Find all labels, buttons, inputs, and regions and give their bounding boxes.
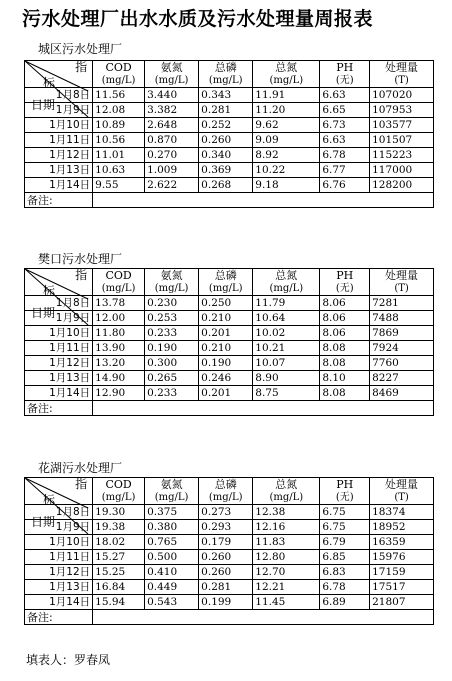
value-cell: 10.89 xyxy=(93,118,145,133)
value-cell: 18.02 xyxy=(93,535,145,550)
date-cell: 1月9日 xyxy=(25,103,93,118)
value-cell: 9.09 xyxy=(253,133,320,148)
value-cell: 0.230 xyxy=(145,296,199,311)
value-cell: 17517 xyxy=(370,580,434,595)
value-cell: 115223 xyxy=(370,148,434,163)
table-row xyxy=(25,163,434,178)
value-cell: 0.190 xyxy=(145,341,199,356)
value-cell: 107953 xyxy=(370,103,434,118)
value-cell: 6.76 xyxy=(320,178,370,193)
column-unit: (mg/L) xyxy=(269,492,304,503)
value-cell: 0.293 xyxy=(199,520,253,535)
value-cell: 0.870 xyxy=(145,133,199,148)
column-name: 处理量 xyxy=(385,269,419,282)
value-cell: 8.92 xyxy=(253,148,320,163)
value-cell: 0.343 xyxy=(199,88,253,103)
date-cell: 1月13日 xyxy=(25,371,93,386)
value-cell: 0.246 xyxy=(199,371,253,386)
plant-table xyxy=(24,477,434,625)
column-name: 处理量 xyxy=(385,61,419,74)
value-cell: 12.21 xyxy=(253,580,320,595)
column-name: 氨氮 xyxy=(160,269,183,282)
date-cell: 1月8日 xyxy=(25,88,93,103)
value-cell: 12.90 xyxy=(93,386,145,401)
value-cell: 103577 xyxy=(370,118,434,133)
value-cell: 0.281 xyxy=(199,103,253,118)
value-cell: 16359 xyxy=(370,535,434,550)
value-cell: 12.08 xyxy=(93,103,145,118)
date-cell: 1月11日 xyxy=(25,550,93,565)
column-unit: (mg/L) xyxy=(208,75,243,86)
header-row xyxy=(25,269,434,296)
plant-name: 樊口污水处理厂 xyxy=(38,252,123,266)
date-cell: 1月12日 xyxy=(25,148,93,163)
value-cell: 8.08 xyxy=(320,341,370,356)
date-cell: 1月9日 xyxy=(25,311,93,326)
column-name: 氨氮 xyxy=(160,478,183,491)
plant-name: 城区污水处理厂 xyxy=(38,42,123,56)
value-cell: 6.89 xyxy=(320,595,370,610)
value-cell: 13.78 xyxy=(93,296,145,311)
value-cell: 101507 xyxy=(370,133,434,148)
date-cell: 1月10日 xyxy=(25,118,93,133)
date-cell: 1月9日 xyxy=(25,520,93,535)
value-cell: 128200 xyxy=(370,178,434,193)
value-cell: 0.201 xyxy=(199,386,253,401)
value-cell: 7760 xyxy=(370,356,434,371)
value-cell: 19.30 xyxy=(93,505,145,520)
value-cell: 1.009 xyxy=(145,163,199,178)
date-cell: 1月8日 xyxy=(25,505,93,520)
column-name: PH xyxy=(336,478,354,491)
column-header xyxy=(199,269,253,296)
value-cell: 6.63 xyxy=(320,88,370,103)
header-row xyxy=(25,478,434,505)
column-unit: (T) xyxy=(394,75,409,86)
value-cell: 18374 xyxy=(370,505,434,520)
note-value xyxy=(93,401,434,416)
date-cell: 1月11日 xyxy=(25,133,93,148)
date-cell: 1月8日 xyxy=(25,296,93,311)
column-name: 总磷 xyxy=(214,478,237,491)
column-unit: (无) xyxy=(335,75,354,86)
value-cell: 7924 xyxy=(370,341,434,356)
value-cell: 0.410 xyxy=(145,565,199,580)
value-cell: 10.02 xyxy=(253,326,320,341)
column-header xyxy=(145,269,199,296)
value-cell: 12.00 xyxy=(93,311,145,326)
value-cell: 0.201 xyxy=(199,326,253,341)
column-header xyxy=(370,269,434,296)
value-cell: 8.08 xyxy=(320,356,370,371)
note-value xyxy=(93,193,434,208)
value-cell: 0.210 xyxy=(199,311,253,326)
column-unit: (T) xyxy=(394,492,409,503)
column-unit: (mg/L) xyxy=(208,492,243,503)
value-cell: 6.77 xyxy=(320,163,370,178)
column-name: COD xyxy=(105,269,132,282)
corner-label-bottom: 日期 xyxy=(31,98,56,112)
table-row xyxy=(25,535,434,550)
date-cell: 1月14日 xyxy=(25,178,93,193)
table-row xyxy=(25,341,434,356)
column-header xyxy=(93,269,145,296)
value-cell: 3.440 xyxy=(145,88,199,103)
value-cell: 6.78 xyxy=(320,148,370,163)
corner-label-top: 指 xyxy=(75,477,88,491)
value-cell: 15.27 xyxy=(93,550,145,565)
value-cell: 0.260 xyxy=(199,133,253,148)
value-cell: 11.91 xyxy=(253,88,320,103)
value-cell: 6.85 xyxy=(320,550,370,565)
table-row xyxy=(25,148,434,163)
value-cell: 0.260 xyxy=(199,550,253,565)
value-cell: 15.25 xyxy=(93,565,145,580)
value-cell: 11.01 xyxy=(93,148,145,163)
value-cell: 7281 xyxy=(370,296,434,311)
value-cell: 0.449 xyxy=(145,580,199,595)
value-cell: 0.210 xyxy=(199,341,253,356)
value-cell: 0.500 xyxy=(145,550,199,565)
value-cell: 0.250 xyxy=(199,296,253,311)
plant-table xyxy=(24,268,434,416)
value-cell: 15.94 xyxy=(93,595,145,610)
value-cell: 0.340 xyxy=(199,148,253,163)
value-cell: 11.56 xyxy=(93,88,145,103)
value-cell: 11.83 xyxy=(253,535,320,550)
column-unit: (mg/L) xyxy=(154,283,189,294)
value-cell: 0.190 xyxy=(199,356,253,371)
value-cell: 10.21 xyxy=(253,341,320,356)
value-cell: 9.55 xyxy=(93,178,145,193)
column-unit: (mg/L) xyxy=(269,283,304,294)
value-cell: 6.75 xyxy=(320,505,370,520)
report-title: 污水处理厂出水水质及污水处理量周报表 xyxy=(22,8,374,30)
column-unit: (无) xyxy=(335,283,354,294)
column-header xyxy=(253,269,320,296)
corner-label-mid: 标 xyxy=(43,284,56,298)
value-cell: 8.90 xyxy=(253,371,320,386)
table-row xyxy=(25,118,434,133)
value-cell: 6.75 xyxy=(320,520,370,535)
table-row xyxy=(25,178,434,193)
value-cell: 0.233 xyxy=(145,326,199,341)
value-cell: 16.84 xyxy=(93,580,145,595)
date-cell: 1月13日 xyxy=(25,580,93,595)
value-cell: 6.78 xyxy=(320,580,370,595)
value-cell: 2.622 xyxy=(145,178,199,193)
column-unit: (mg/L) xyxy=(154,492,189,503)
column-name: 总磷 xyxy=(214,61,237,74)
value-cell: 10.07 xyxy=(253,356,320,371)
table-row xyxy=(25,550,434,565)
column-name: 处理量 xyxy=(385,478,419,491)
value-cell: 11.80 xyxy=(93,326,145,341)
value-cell: 11.79 xyxy=(253,296,320,311)
value-cell: 6.63 xyxy=(320,133,370,148)
value-cell: 8.06 xyxy=(320,296,370,311)
table-row xyxy=(25,326,434,341)
value-cell: 0.543 xyxy=(145,595,199,610)
date-cell: 1月12日 xyxy=(25,565,93,580)
value-cell: 8.75 xyxy=(253,386,320,401)
date-cell: 1月14日 xyxy=(25,595,93,610)
value-cell: 19.38 xyxy=(93,520,145,535)
value-cell: 6.83 xyxy=(320,565,370,580)
column-unit: (无) xyxy=(335,492,354,503)
column-name: COD xyxy=(105,61,132,74)
column-header xyxy=(93,478,145,505)
column-unit: (mg/L) xyxy=(269,75,304,86)
value-cell: 0.380 xyxy=(145,520,199,535)
value-cell: 12.38 xyxy=(253,505,320,520)
column-name: PH xyxy=(336,269,354,282)
value-cell: 117000 xyxy=(370,163,434,178)
value-cell: 0.268 xyxy=(199,178,253,193)
column-unit: (mg/L) xyxy=(101,75,136,86)
value-cell: 13.20 xyxy=(93,356,145,371)
column-name: PH xyxy=(336,61,354,74)
column-header xyxy=(199,61,253,88)
column-unit: (mg/L) xyxy=(101,283,136,294)
note-row xyxy=(25,401,434,416)
column-name: 总磷 xyxy=(214,269,237,282)
value-cell: 12.70 xyxy=(253,565,320,580)
value-cell: 8.06 xyxy=(320,311,370,326)
value-cell: 7869 xyxy=(370,326,434,341)
value-cell: 6.73 xyxy=(320,118,370,133)
table-row xyxy=(25,565,434,580)
corner-label-top: 指 xyxy=(75,268,88,282)
column-unit: (T) xyxy=(394,283,409,294)
value-cell: 0.260 xyxy=(199,565,253,580)
value-cell: 12.80 xyxy=(253,550,320,565)
value-cell: 6.79 xyxy=(320,535,370,550)
column-name: 总氮 xyxy=(275,269,298,282)
value-cell: 8469 xyxy=(370,386,434,401)
column-name: 总氮 xyxy=(275,61,298,74)
value-cell: 10.64 xyxy=(253,311,320,326)
value-cell: 9.62 xyxy=(253,118,320,133)
value-cell: 13.90 xyxy=(93,341,145,356)
date-cell: 1月10日 xyxy=(25,326,93,341)
value-cell: 11.45 xyxy=(253,595,320,610)
value-cell: 2.648 xyxy=(145,118,199,133)
column-unit: (mg/L) xyxy=(101,492,136,503)
value-cell: 10.56 xyxy=(93,133,145,148)
value-cell: 107020 xyxy=(370,88,434,103)
corner-label-mid: 标 xyxy=(43,493,56,507)
value-cell: 0.369 xyxy=(199,163,253,178)
column-unit: (mg/L) xyxy=(154,75,189,86)
value-cell: 10.22 xyxy=(253,163,320,178)
value-cell: 0.233 xyxy=(145,386,199,401)
value-cell: 8.06 xyxy=(320,326,370,341)
value-cell: 0.199 xyxy=(199,595,253,610)
value-cell: 6.65 xyxy=(320,103,370,118)
value-cell: 11.20 xyxy=(253,103,320,118)
value-cell: 0.300 xyxy=(145,356,199,371)
column-header xyxy=(199,478,253,505)
value-cell: 14.90 xyxy=(93,371,145,386)
value-cell: 0.281 xyxy=(199,580,253,595)
table-row xyxy=(25,595,434,610)
value-cell: 15976 xyxy=(370,550,434,565)
date-cell: 1月10日 xyxy=(25,535,93,550)
corner-label-bottom: 日期 xyxy=(31,515,56,529)
value-cell: 0.253 xyxy=(145,311,199,326)
value-cell: 0.270 xyxy=(145,148,199,163)
value-cell: 8227 xyxy=(370,371,434,386)
value-cell: 0.765 xyxy=(145,535,199,550)
column-name: 氨氮 xyxy=(160,61,183,74)
value-cell: 0.265 xyxy=(145,371,199,386)
column-name: COD xyxy=(105,478,132,491)
date-cell: 1月11日 xyxy=(25,341,93,356)
column-header xyxy=(320,478,370,505)
column-unit: (mg/L) xyxy=(208,283,243,294)
filler-label: 填表人：罗春凤 xyxy=(26,653,111,667)
value-cell: 12.16 xyxy=(253,520,320,535)
table-row xyxy=(25,133,434,148)
value-cell: 9.18 xyxy=(253,178,320,193)
column-name: 总氮 xyxy=(275,478,298,491)
header-row xyxy=(25,61,434,88)
date-cell: 1月12日 xyxy=(25,356,93,371)
date-cell: 1月13日 xyxy=(25,163,93,178)
value-cell: 0.273 xyxy=(199,505,253,520)
column-header xyxy=(253,61,320,88)
value-cell: 0.375 xyxy=(145,505,199,520)
table-row xyxy=(25,386,434,401)
corner-label-bottom: 日期 xyxy=(31,306,56,320)
plant-table xyxy=(24,60,434,208)
note-row xyxy=(25,193,434,208)
column-header xyxy=(145,478,199,505)
table-row xyxy=(25,371,434,386)
value-cell: 21807 xyxy=(370,595,434,610)
value-cell: 0.179 xyxy=(199,535,253,550)
value-cell: 18952 xyxy=(370,520,434,535)
column-header xyxy=(370,61,434,88)
value-cell: 10.63 xyxy=(93,163,145,178)
column-header xyxy=(370,478,434,505)
column-header xyxy=(320,269,370,296)
note-label: 备注: xyxy=(25,610,93,625)
corner-label-top: 指 xyxy=(75,60,88,74)
value-cell: 8.08 xyxy=(320,386,370,401)
value-cell: 0.252 xyxy=(199,118,253,133)
value-cell: 7488 xyxy=(370,311,434,326)
note-label: 备注: xyxy=(25,193,93,208)
table-row xyxy=(25,580,434,595)
column-header xyxy=(145,61,199,88)
column-header xyxy=(93,61,145,88)
value-cell: 3.382 xyxy=(145,103,199,118)
table-row xyxy=(25,356,434,371)
note-row xyxy=(25,610,434,625)
plant-name: 花湖污水处理厂 xyxy=(38,461,123,475)
value-cell: 8.10 xyxy=(320,371,370,386)
date-cell: 1月14日 xyxy=(25,386,93,401)
value-cell: 17159 xyxy=(370,565,434,580)
column-header xyxy=(320,61,370,88)
corner-label-mid: 标 xyxy=(43,76,56,90)
note-value xyxy=(93,610,434,625)
column-header xyxy=(253,478,320,505)
note-label: 备注: xyxy=(25,401,93,416)
